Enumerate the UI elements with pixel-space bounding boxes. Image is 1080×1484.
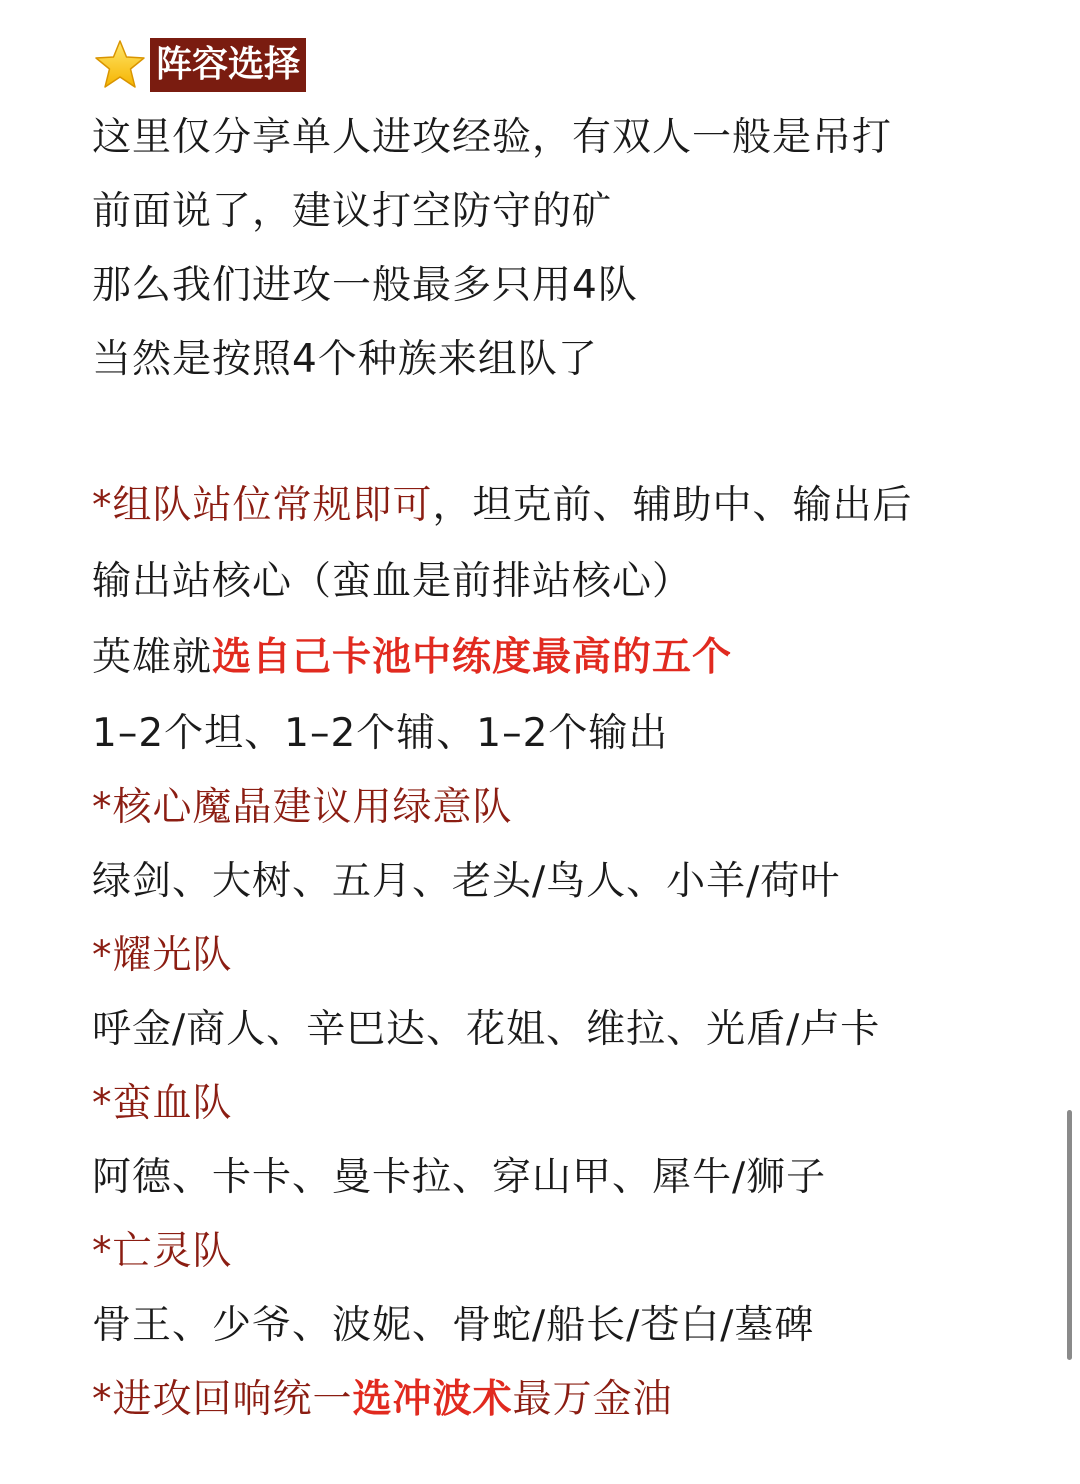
formation-line-3 (92, 632, 732, 684)
intro-line-3: 那么我们进攻一般最多只用4队 (92, 263, 638, 308)
team-heading-3: *蛮血队 (92, 1081, 233, 1126)
intro-line-1: 这里仅分享单人进攻经验，有双人一般是吊打 (92, 115, 893, 160)
formation-line-2: 输出站核心（蛮血是前排站核心） (92, 559, 693, 604)
star-icon (92, 37, 148, 93)
team-members-3: 阿德、卡卡、曼卡拉、穿山甲、犀牛/狮子 (92, 1155, 827, 1200)
section-title (92, 36, 306, 94)
formation-line-4: 1–2个坦、1–2个辅、1–2个输出 (92, 711, 669, 756)
formation-line-3-highlight: 选自己卡池中练度最高的五个 (212, 635, 733, 680)
echo-highlight: 选冲波术 (352, 1377, 513, 1422)
echo-line (92, 1374, 673, 1426)
echo-prefix: *进攻回响统一 (92, 1377, 353, 1422)
title-text: 阵容选择 (150, 38, 306, 92)
scrollbar[interactable] (1067, 1110, 1072, 1360)
echo-suffix: 最万金油 (512, 1377, 673, 1422)
formation-heading-red: *组队站位常规即可 (92, 483, 433, 528)
team-heading-1: *核心魔晶建议用绿意队 (92, 785, 513, 830)
team-members-2: 呼金/商人、辛巴达、花姐、维拉、光盾/卢卡 (92, 1007, 881, 1052)
team-members-1: 绿剑、大树、五月、老头/鸟人、小羊/荷叶 (92, 859, 841, 904)
intro-line-2: 前面说了，建议打空防守的矿 (92, 189, 613, 234)
formation-heading (92, 480, 913, 532)
formation-heading-rest: ，坦克前、辅助中、输出后 (432, 483, 913, 528)
team-members-4: 骨王、少爷、波妮、骨蛇/船长/苍白/墓碑 (92, 1303, 815, 1348)
formation-line-3-prefix: 英雄就 (92, 635, 213, 680)
intro-line-4: 当然是按照4个种族来组队了 (92, 337, 598, 382)
team-heading-2: *耀光队 (92, 933, 233, 978)
team-heading-4: *亡灵队 (92, 1229, 233, 1274)
